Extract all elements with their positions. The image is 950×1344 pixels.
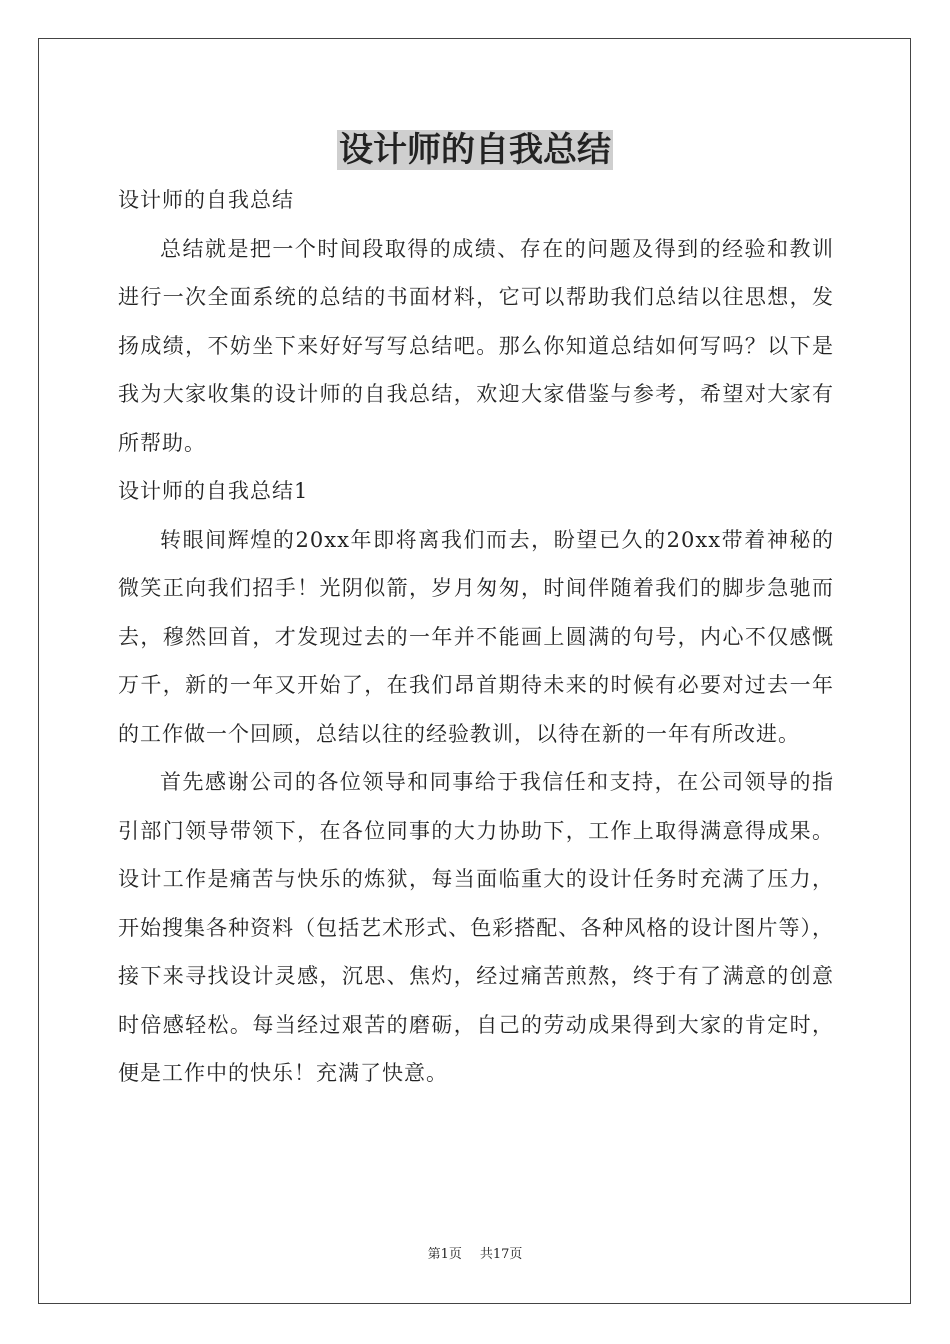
document-title — [0, 128, 950, 172]
body-paragraph-1: 转眼间辉煌的20xx年即将离我们而去，盼望已久的20xx带着神秘的微笑正向我们招手！光阴似箭，岁月匆匆，时间伴随着我们的脚步急驰而去，穆然回首，才发现过去的一年并不能画上圆满的句号，内心不仅感慨万千，新的一年又开始了，在我们昂首期待未来的时候有必要对过去一年的工作做一个回顾，总结以往的经验教训，以待在新的一年有所改进。 — [118, 527, 834, 746]
body-paragraph-2: 首先感谢公司的各位领导和同事给于我信任和支持，在公司领导的指引部门领导带领下，在各位同事的大力协助下，工作上取得满意得成果。设计工作是痛苦与快乐的炼狱，每当面临重大的设计任务时充满了压力，开始搜集各种资料（包括艺术形式、色彩搭配、各种风格的设计图片等），接下来寻找设计灵感，沉思、焦灼，经过痛苦煎熬，终于有了满意的创意时倍感轻松。每当经过艰苦的磨砺，自己的劳动成果得到大家的肯定时，便是工作中的快乐！充满了快意。 — [118, 770, 834, 1085]
document-body — [118, 176, 834, 1098]
page-number: 第1页 — [427, 1247, 462, 1262]
title-text: 设计师的自我总结 — [339, 130, 611, 170]
intro-paragraph: 总结就是把一个时间段取得的成绩、存在的问题及得到的经验和教训进行一次全面系统的总结的书面材料，它可以帮助我们总结以往思想，发扬成绩，不妨坐下来好好写写总结吧。那么你知道总结如何写吗？以下是我为大家收集的设计师的自我总结，欢迎大家借鉴与参考，希望对大家有所帮助。 — [118, 236, 834, 455]
subtitle: 设计师的自我总结 — [118, 188, 294, 212]
page-footer — [0, 1246, 950, 1264]
section-heading: 设计师的自我总结1 — [118, 479, 309, 503]
page-total: 共17页 — [479, 1247, 523, 1262]
